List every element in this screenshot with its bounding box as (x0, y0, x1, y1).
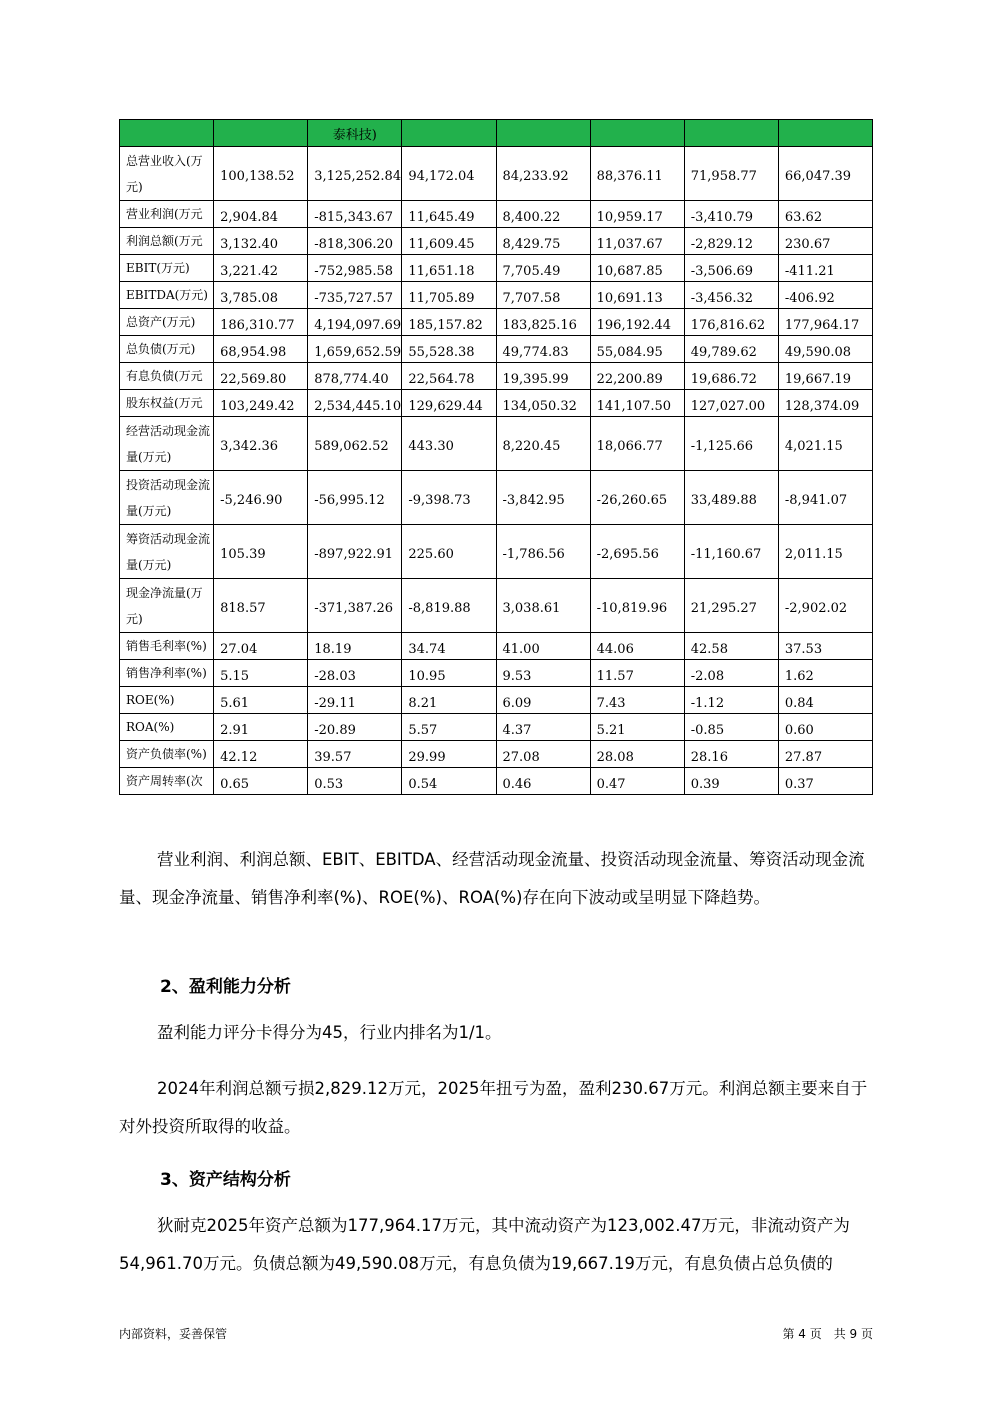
header-cell (496, 120, 590, 147)
table-cell: 5.15 (214, 660, 308, 687)
row-label: 经营活动现金流量(万元) (120, 417, 214, 471)
table-cell: 7,707.58 (496, 282, 590, 309)
section-heading-profitability: 2、盈利能力分析 (160, 977, 291, 997)
row-label: 资产负债率(%) (120, 741, 214, 768)
table-cell: 22,569.80 (214, 363, 308, 390)
table-cell: 22,200.89 (590, 363, 684, 390)
table-cell: 103,249.42 (214, 390, 308, 417)
table-cell: -752,985.58 (308, 255, 402, 282)
row-label: 有息负债(万元 (120, 363, 214, 390)
table-cell: 818.57 (214, 579, 308, 633)
table-cell: 27.87 (778, 741, 872, 768)
table-cell: 3,221.42 (214, 255, 308, 282)
table-cell: -20.89 (308, 714, 402, 741)
table-cell: 42.58 (684, 633, 778, 660)
table-cell: 22,564.78 (402, 363, 496, 390)
table-cell: 176,816.62 (684, 309, 778, 336)
table-cell: 2,904.84 (214, 201, 308, 228)
table-cell: 19,667.19 (778, 363, 872, 390)
table-cell: 68,954.98 (214, 336, 308, 363)
table-cell: -28.03 (308, 660, 402, 687)
table-row (120, 741, 873, 768)
table-cell: -56,995.12 (308, 471, 402, 525)
asset-structure-paragraph: 狄耐克2025年资产总额为177,964.17万元，其中流动资产为123,002.47万元，非流动资产为54,961.70万元。负债总额为49,590.08万元，有息负债为19,667.19万元，有息负债占总负债的 (119, 1216, 850, 1273)
table-cell: 1.62 (778, 660, 872, 687)
table-cell: 3,125,252.84 (308, 147, 402, 201)
row-label: 营业利润(万元 (120, 201, 214, 228)
table-cell: 225.60 (402, 525, 496, 579)
table-row (120, 471, 873, 525)
header-cell (684, 120, 778, 147)
table-cell: 66,047.39 (778, 147, 872, 201)
table-cell: 10.95 (402, 660, 496, 687)
table-cell: 185,157.82 (402, 309, 496, 336)
section-heading-asset-structure: 3、资产结构分析 (160, 1170, 291, 1190)
table-row (120, 714, 873, 741)
table-cell: -411.21 (778, 255, 872, 282)
table-cell: 3,132.40 (214, 228, 308, 255)
table-cell: 7.43 (590, 687, 684, 714)
table-cell: 4,194,097.69 (308, 309, 402, 336)
table-row (120, 282, 873, 309)
table-cell: 21,295.27 (684, 579, 778, 633)
header-cell (214, 120, 308, 147)
table-cell: 8,220.45 (496, 417, 590, 471)
table-row (120, 417, 873, 471)
table-cell: -1.12 (684, 687, 778, 714)
row-label: ROE(%) (120, 687, 214, 714)
row-label: 总营业收入(万元) (120, 147, 214, 201)
table-cell: -2.08 (684, 660, 778, 687)
table-cell: -3,410.79 (684, 201, 778, 228)
table-row (120, 255, 873, 282)
table-cell: 186,310.77 (214, 309, 308, 336)
table-header-row (120, 120, 873, 147)
table-cell: 11,609.45 (402, 228, 496, 255)
table-cell: 5.61 (214, 687, 308, 714)
table-cell: 27.08 (496, 741, 590, 768)
table-cell: -3,456.32 (684, 282, 778, 309)
table-cell: -818,306.20 (308, 228, 402, 255)
table-row (120, 336, 873, 363)
table-cell: 18,066.77 (590, 417, 684, 471)
table-cell: 7,705.49 (496, 255, 590, 282)
row-label: 投资活动现金流量(万元) (120, 471, 214, 525)
table-cell: 10,959.17 (590, 201, 684, 228)
table-cell: -26,260.65 (590, 471, 684, 525)
table-cell: 0.54 (402, 768, 496, 795)
table-cell: 6.09 (496, 687, 590, 714)
table-row (120, 201, 873, 228)
table-cell: 129,629.44 (402, 390, 496, 417)
table-cell: 63.62 (778, 201, 872, 228)
table-cell: 105.39 (214, 525, 308, 579)
table-cell: -29.11 (308, 687, 402, 714)
table-cell: -1,786.56 (496, 525, 590, 579)
table-cell: 10,691.13 (590, 282, 684, 309)
table-cell: 100,138.52 (214, 147, 308, 201)
table-row (120, 525, 873, 579)
row-label: EBIT(万元) (120, 255, 214, 282)
table-cell: 28.16 (684, 741, 778, 768)
table-cell: -0.85 (684, 714, 778, 741)
table-cell: -2,695.56 (590, 525, 684, 579)
table-cell: -11,160.67 (684, 525, 778, 579)
table-cell: 0.37 (778, 768, 872, 795)
table-cell: 134,050.32 (496, 390, 590, 417)
financial-table (119, 119, 873, 795)
table-cell: 2.91 (214, 714, 308, 741)
table-cell: 11,705.89 (402, 282, 496, 309)
row-label: 筹资活动现金流量(万元) (120, 525, 214, 579)
table-cell: 71,958.77 (684, 147, 778, 201)
table-cell: -1,125.66 (684, 417, 778, 471)
table-cell: 41.00 (496, 633, 590, 660)
table-cell: 0.53 (308, 768, 402, 795)
table-cell: -5,246.90 (214, 471, 308, 525)
table-cell: 0.46 (496, 768, 590, 795)
table-cell: -2,902.02 (778, 579, 872, 633)
table-cell: -9,398.73 (402, 471, 496, 525)
table-row (120, 147, 873, 201)
table-cell: 230.67 (778, 228, 872, 255)
table-cell: 443.30 (402, 417, 496, 471)
table-row (120, 390, 873, 417)
table-cell: 183,825.16 (496, 309, 590, 336)
row-label: 销售毛利率(%) (120, 633, 214, 660)
table-cell: 29.99 (402, 741, 496, 768)
table-cell: -371,387.26 (308, 579, 402, 633)
table-cell: 55,084.95 (590, 336, 684, 363)
header-cell (778, 120, 872, 147)
table-cell: 10,687.85 (590, 255, 684, 282)
table-cell: 3,342.36 (214, 417, 308, 471)
table-cell: 3,785.08 (214, 282, 308, 309)
table-cell: 27.04 (214, 633, 308, 660)
table-cell: 55,528.38 (402, 336, 496, 363)
table-cell: 128,374.09 (778, 390, 872, 417)
table-cell: 19,395.99 (496, 363, 590, 390)
row-label: EBITDA(万元) (120, 282, 214, 309)
table-cell: -3,506.69 (684, 255, 778, 282)
trend-summary-paragraph: 营业利润、利润总额、EBIT、EBITDA、经营活动现金流量、投资活动现金流量、筹资活动现金流量、现金净流量、销售净利率(%)、ROE(%)、ROA(%)存在向下波动或呈明显下降趋势。 (119, 850, 865, 907)
table-cell: 44.06 (590, 633, 684, 660)
row-label: 利润总额(万元 (120, 228, 214, 255)
table-cell: 8,429.75 (496, 228, 590, 255)
table-cell: -8,819.88 (402, 579, 496, 633)
table-cell: -735,727.57 (308, 282, 402, 309)
table-cell: 8.21 (402, 687, 496, 714)
table-row (120, 633, 873, 660)
table-cell: 4,021.15 (778, 417, 872, 471)
table-row (120, 363, 873, 390)
table-cell: 42.12 (214, 741, 308, 768)
row-label: 股东权益(万元 (120, 390, 214, 417)
table-cell: 39.57 (308, 741, 402, 768)
table-cell: 878,774.40 (308, 363, 402, 390)
table-cell: -10,819.96 (590, 579, 684, 633)
header-cell (402, 120, 496, 147)
footer-page-number: 第 4 页 共 9 页 (782, 1327, 873, 1341)
table-cell: 0.47 (590, 768, 684, 795)
table-cell: 28.08 (590, 741, 684, 768)
table-cell: 5.57 (402, 714, 496, 741)
table-cell: -8,941.07 (778, 471, 872, 525)
table-cell: 34.74 (402, 633, 496, 660)
table-row (120, 309, 873, 336)
table-cell: -3,842.95 (496, 471, 590, 525)
table-cell: 141,107.50 (590, 390, 684, 417)
table-cell: 84,233.92 (496, 147, 590, 201)
table-row (120, 579, 873, 633)
table-cell: 33,489.88 (684, 471, 778, 525)
profitability-score-paragraph: 盈利能力评分卡得分为45，行业内排名为1/1。 (157, 1023, 502, 1042)
table-row (120, 768, 873, 795)
table-cell: 589,062.52 (308, 417, 402, 471)
table-cell: 0.65 (214, 768, 308, 795)
table-row (120, 687, 873, 714)
table-cell: 0.84 (778, 687, 872, 714)
header-cell (590, 120, 684, 147)
header-cell (120, 120, 214, 147)
table-cell: 8,400.22 (496, 201, 590, 228)
table-cell: 2,011.15 (778, 525, 872, 579)
table-cell: 9.53 (496, 660, 590, 687)
table-cell: 11,037.67 (590, 228, 684, 255)
table-cell: -897,922.91 (308, 525, 402, 579)
table-cell: 2,534,445.10 (308, 390, 402, 417)
table-cell: 177,964.17 (778, 309, 872, 336)
table-cell: 49,590.08 (778, 336, 872, 363)
footer-confidential-note: 内部资料，妥善保管 (119, 1327, 228, 1341)
table-cell: -815,343.67 (308, 201, 402, 228)
row-label: 总资产(万元) (120, 309, 214, 336)
table-cell: 3,038.61 (496, 579, 590, 633)
profit-total-paragraph: 2024年利润总额亏损2,829.12万元，2025年扭亏为盈，盈利230.67万元。利润总额主要来自于对外投资所取得的收益。 (119, 1079, 868, 1136)
row-label: 资产周转率(次 (120, 768, 214, 795)
table-cell: 5.21 (590, 714, 684, 741)
table-cell: 49,789.62 (684, 336, 778, 363)
table-cell: 127,027.00 (684, 390, 778, 417)
header-cell: 泰科技) (308, 120, 402, 147)
table-cell: 0.39 (684, 768, 778, 795)
row-label: 现金净流量(万元) (120, 579, 214, 633)
table-cell: 196,192.44 (590, 309, 684, 336)
table-cell: 18.19 (308, 633, 402, 660)
table-cell: 0.60 (778, 714, 872, 741)
table-row (120, 228, 873, 255)
table-cell: 11.57 (590, 660, 684, 687)
table-cell: -406.92 (778, 282, 872, 309)
table-cell: 1,659,652.59 (308, 336, 402, 363)
row-label: 总负债(万元) (120, 336, 214, 363)
table-row (120, 660, 873, 687)
row-label: 销售净利率(%) (120, 660, 214, 687)
table-cell: 11,645.49 (402, 201, 496, 228)
table-cell: -2,829.12 (684, 228, 778, 255)
table-cell: 4.37 (496, 714, 590, 741)
table-cell: 49,774.83 (496, 336, 590, 363)
table-cell: 11,651.18 (402, 255, 496, 282)
row-label: ROA(%) (120, 714, 214, 741)
table-cell: 88,376.11 (590, 147, 684, 201)
table-cell: 19,686.72 (684, 363, 778, 390)
table-cell: 94,172.04 (402, 147, 496, 201)
table-cell: 37.53 (778, 633, 872, 660)
